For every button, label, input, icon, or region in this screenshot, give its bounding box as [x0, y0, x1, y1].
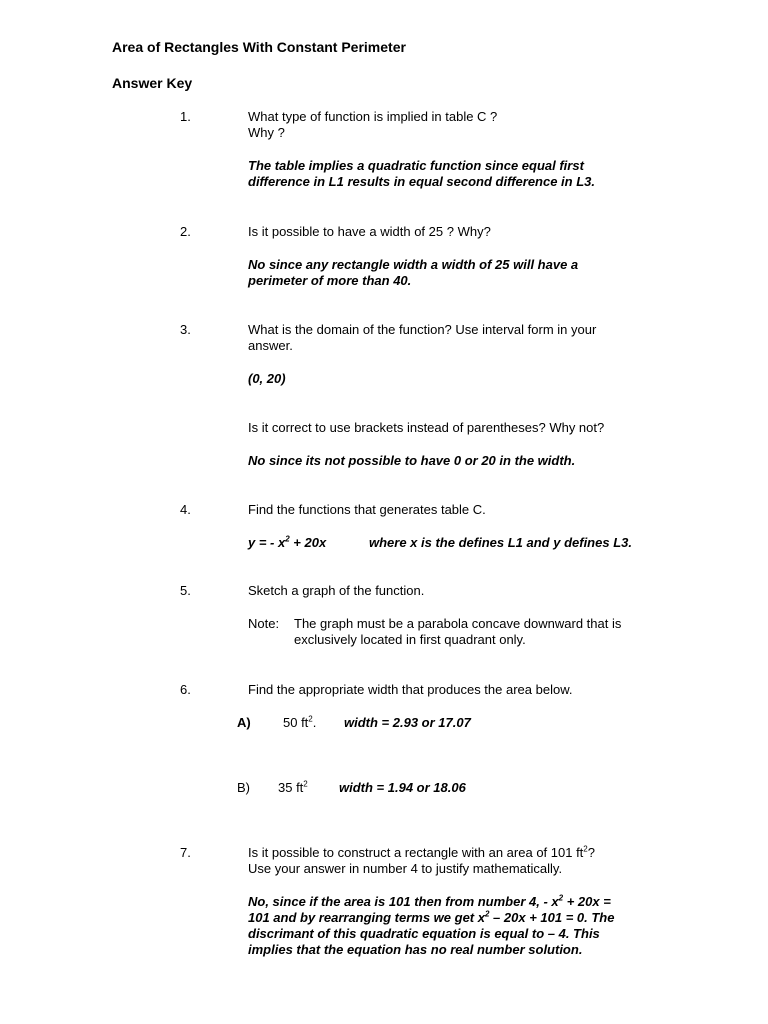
note-line-1: The graph must be a parabola concave downward that is: [294, 616, 622, 631]
answer-3-followup: No since its not possible to have 0 or 20 in the width.: [248, 453, 576, 468]
answer-2: [248, 257, 688, 289]
question-4-number: 4.: [180, 502, 191, 517]
question-7-text: [248, 845, 688, 877]
question-1-number: 1.: [180, 109, 191, 124]
question-1-line-2: Why ?: [248, 125, 285, 140]
answer-7: [248, 894, 688, 958]
part-b-answer: width = 1.94 or 18.06: [339, 780, 466, 795]
document-title: Area of Rectangles With Constant Perimeter: [112, 39, 406, 55]
answer-4-note: where x is the defines L1 and y defines L3.: [369, 535, 632, 550]
answer-7-line-1: No, since if the area is 101 then from number 4, - $x^2 + 20x$ =: [248, 893, 611, 909]
question-2-text: Is it possible to have a width of 25 ? Why?: [248, 224, 491, 239]
part-b-label: B): [237, 780, 250, 795]
answer-3: (0, 20): [248, 371, 286, 386]
question-7-line-2: Use your answer in number 4 to justify mathematically.: [248, 861, 563, 876]
answer-7-line-3: discrimant of this quadratic equation is equal to – 4. This: [248, 926, 600, 941]
question-2-number: 2.: [180, 224, 191, 239]
question-3-text: [248, 322, 688, 354]
question-1-line-1: What type of function is implied in table C ?: [248, 109, 498, 124]
question-6-number: 6.: [180, 682, 191, 697]
question-3-number: 3.: [180, 322, 191, 337]
question-3-line-2: answer.: [248, 338, 293, 353]
part-a-label: A): [237, 715, 251, 730]
answer-4-equation: y = - $x^2 + 20x$: [248, 534, 327, 550]
note-text: [294, 616, 694, 648]
question-7-number: 7.: [180, 845, 191, 860]
question-6-text: Find the appropriate width that produces the area below.: [248, 682, 573, 697]
answer-1-line-1: The table implies a quadratic function since equal first: [248, 158, 584, 173]
part-a-answer: width = 2.93 or 17.07: [344, 715, 471, 730]
answer-7-line-2: 101 and by rearranging terms we get $x^2 - 20x + 101 = 0$. The: [248, 909, 615, 925]
answer-1-line-2: difference in L1 results in equal second difference in L3.: [248, 174, 596, 189]
question-7-line-1: Is it possible to construct a rectangle with an area of 101 $ft^2$?: [248, 844, 595, 860]
question-1-text: [248, 109, 688, 141]
question-4-text: Find the functions that generates table C.: [248, 502, 486, 517]
answer-7-line-4: implies that the equation has no real number solution.: [248, 942, 583, 957]
question-3-followup: Is it correct to use brackets instead of parentheses? Why not?: [248, 420, 605, 435]
note-label: Note:: [248, 616, 280, 631]
answer-2-line-1: No since any rectangle width a width of 25 will have a: [248, 257, 579, 272]
question-3-line-1: What is the domain of the function? Use interval form in your: [248, 322, 597, 337]
answer-key-heading: Answer Key: [112, 75, 193, 91]
answer-1: [248, 158, 688, 190]
note-line-2: exclusively located in first quadrant only.: [294, 632, 526, 647]
part-a-area: 50 $ft^2$.: [283, 714, 317, 730]
answer-2-line-2: perimeter of more than 40.: [248, 273, 412, 288]
question-5-text: Sketch a graph of the function.: [248, 583, 425, 598]
part-b-area: 35 $ft^2$: [278, 779, 308, 795]
question-5-number: 5.: [180, 583, 191, 598]
